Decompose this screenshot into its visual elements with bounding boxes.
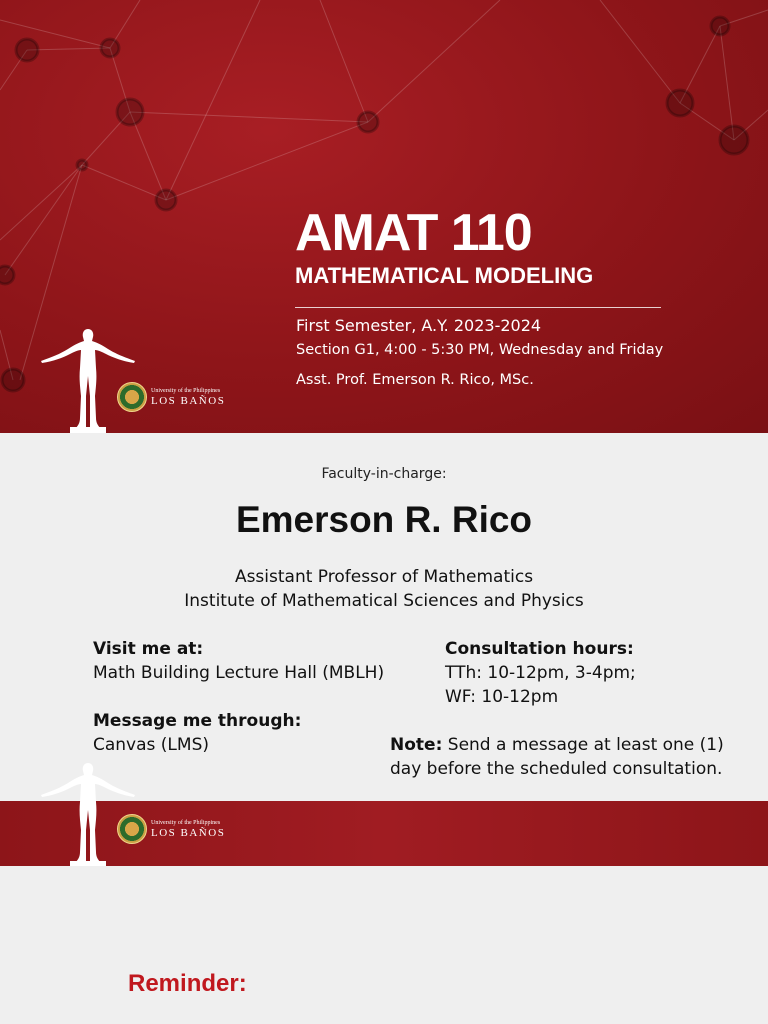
note-label: Note: <box>390 735 443 755</box>
consultation-header: Consultation hours: <box>445 639 634 659</box>
faculty-slide <box>0 433 768 866</box>
uplb-logo <box>117 382 225 412</box>
cover-slide <box>0 0 768 433</box>
consultation-block <box>445 637 636 709</box>
visit-location: Math Building Lecture Hall (MBLH) <box>93 663 385 683</box>
consultation-line-2: WF: 10-12pm <box>445 687 559 707</box>
faculty-position: Assistant Professor of Mathematics <box>234 567 534 587</box>
course-name: MATHEMATICAL MODELING <box>295 263 594 288</box>
faculty-institute: Institute of Mathematical Sciences and Physics <box>184 591 584 611</box>
logo-university: University of the Philippines <box>151 819 221 826</box>
semester-text: First Semester, A.Y. 2023-2024 <box>296 316 542 335</box>
note-block <box>390 733 760 781</box>
logo-university: University of the Philippines <box>151 387 221 394</box>
section-text: Section G1, 4:00 - 5:30 PM, Wednesday and Friday <box>296 342 664 358</box>
reminder-title: Reminder: <box>128 970 247 997</box>
reminder-slide <box>0 866 768 1024</box>
message-block <box>93 709 301 757</box>
message-channel: Canvas (LMS) <box>93 735 209 755</box>
note-text: Send a message at least one (1) day before the scheduled consultation. <box>390 735 724 779</box>
logo-campus: LOS BAÑOS <box>151 394 226 407</box>
message-header: Message me through: <box>93 711 302 731</box>
visit-header: Visit me at: <box>93 639 204 659</box>
oblation-statue-icon <box>40 327 136 433</box>
logo-campus: LOS BAÑOS <box>151 826 226 839</box>
consultation-line-1: TTh: 10-12pm, 3-4pm; <box>445 663 636 683</box>
up-seal-icon <box>117 382 147 412</box>
visit-block <box>93 637 384 685</box>
instructor-text: Asst. Prof. Emerson R. Rico, MSc. <box>296 372 534 388</box>
faculty-name: Emerson R. Rico <box>235 499 533 540</box>
title-divider <box>295 307 661 308</box>
oblation-statue-icon <box>40 761 136 867</box>
course-code: AMAT 110 <box>295 204 532 262</box>
faculty-label: Faculty-in-charge: <box>321 466 447 482</box>
course-title-block <box>295 205 715 289</box>
